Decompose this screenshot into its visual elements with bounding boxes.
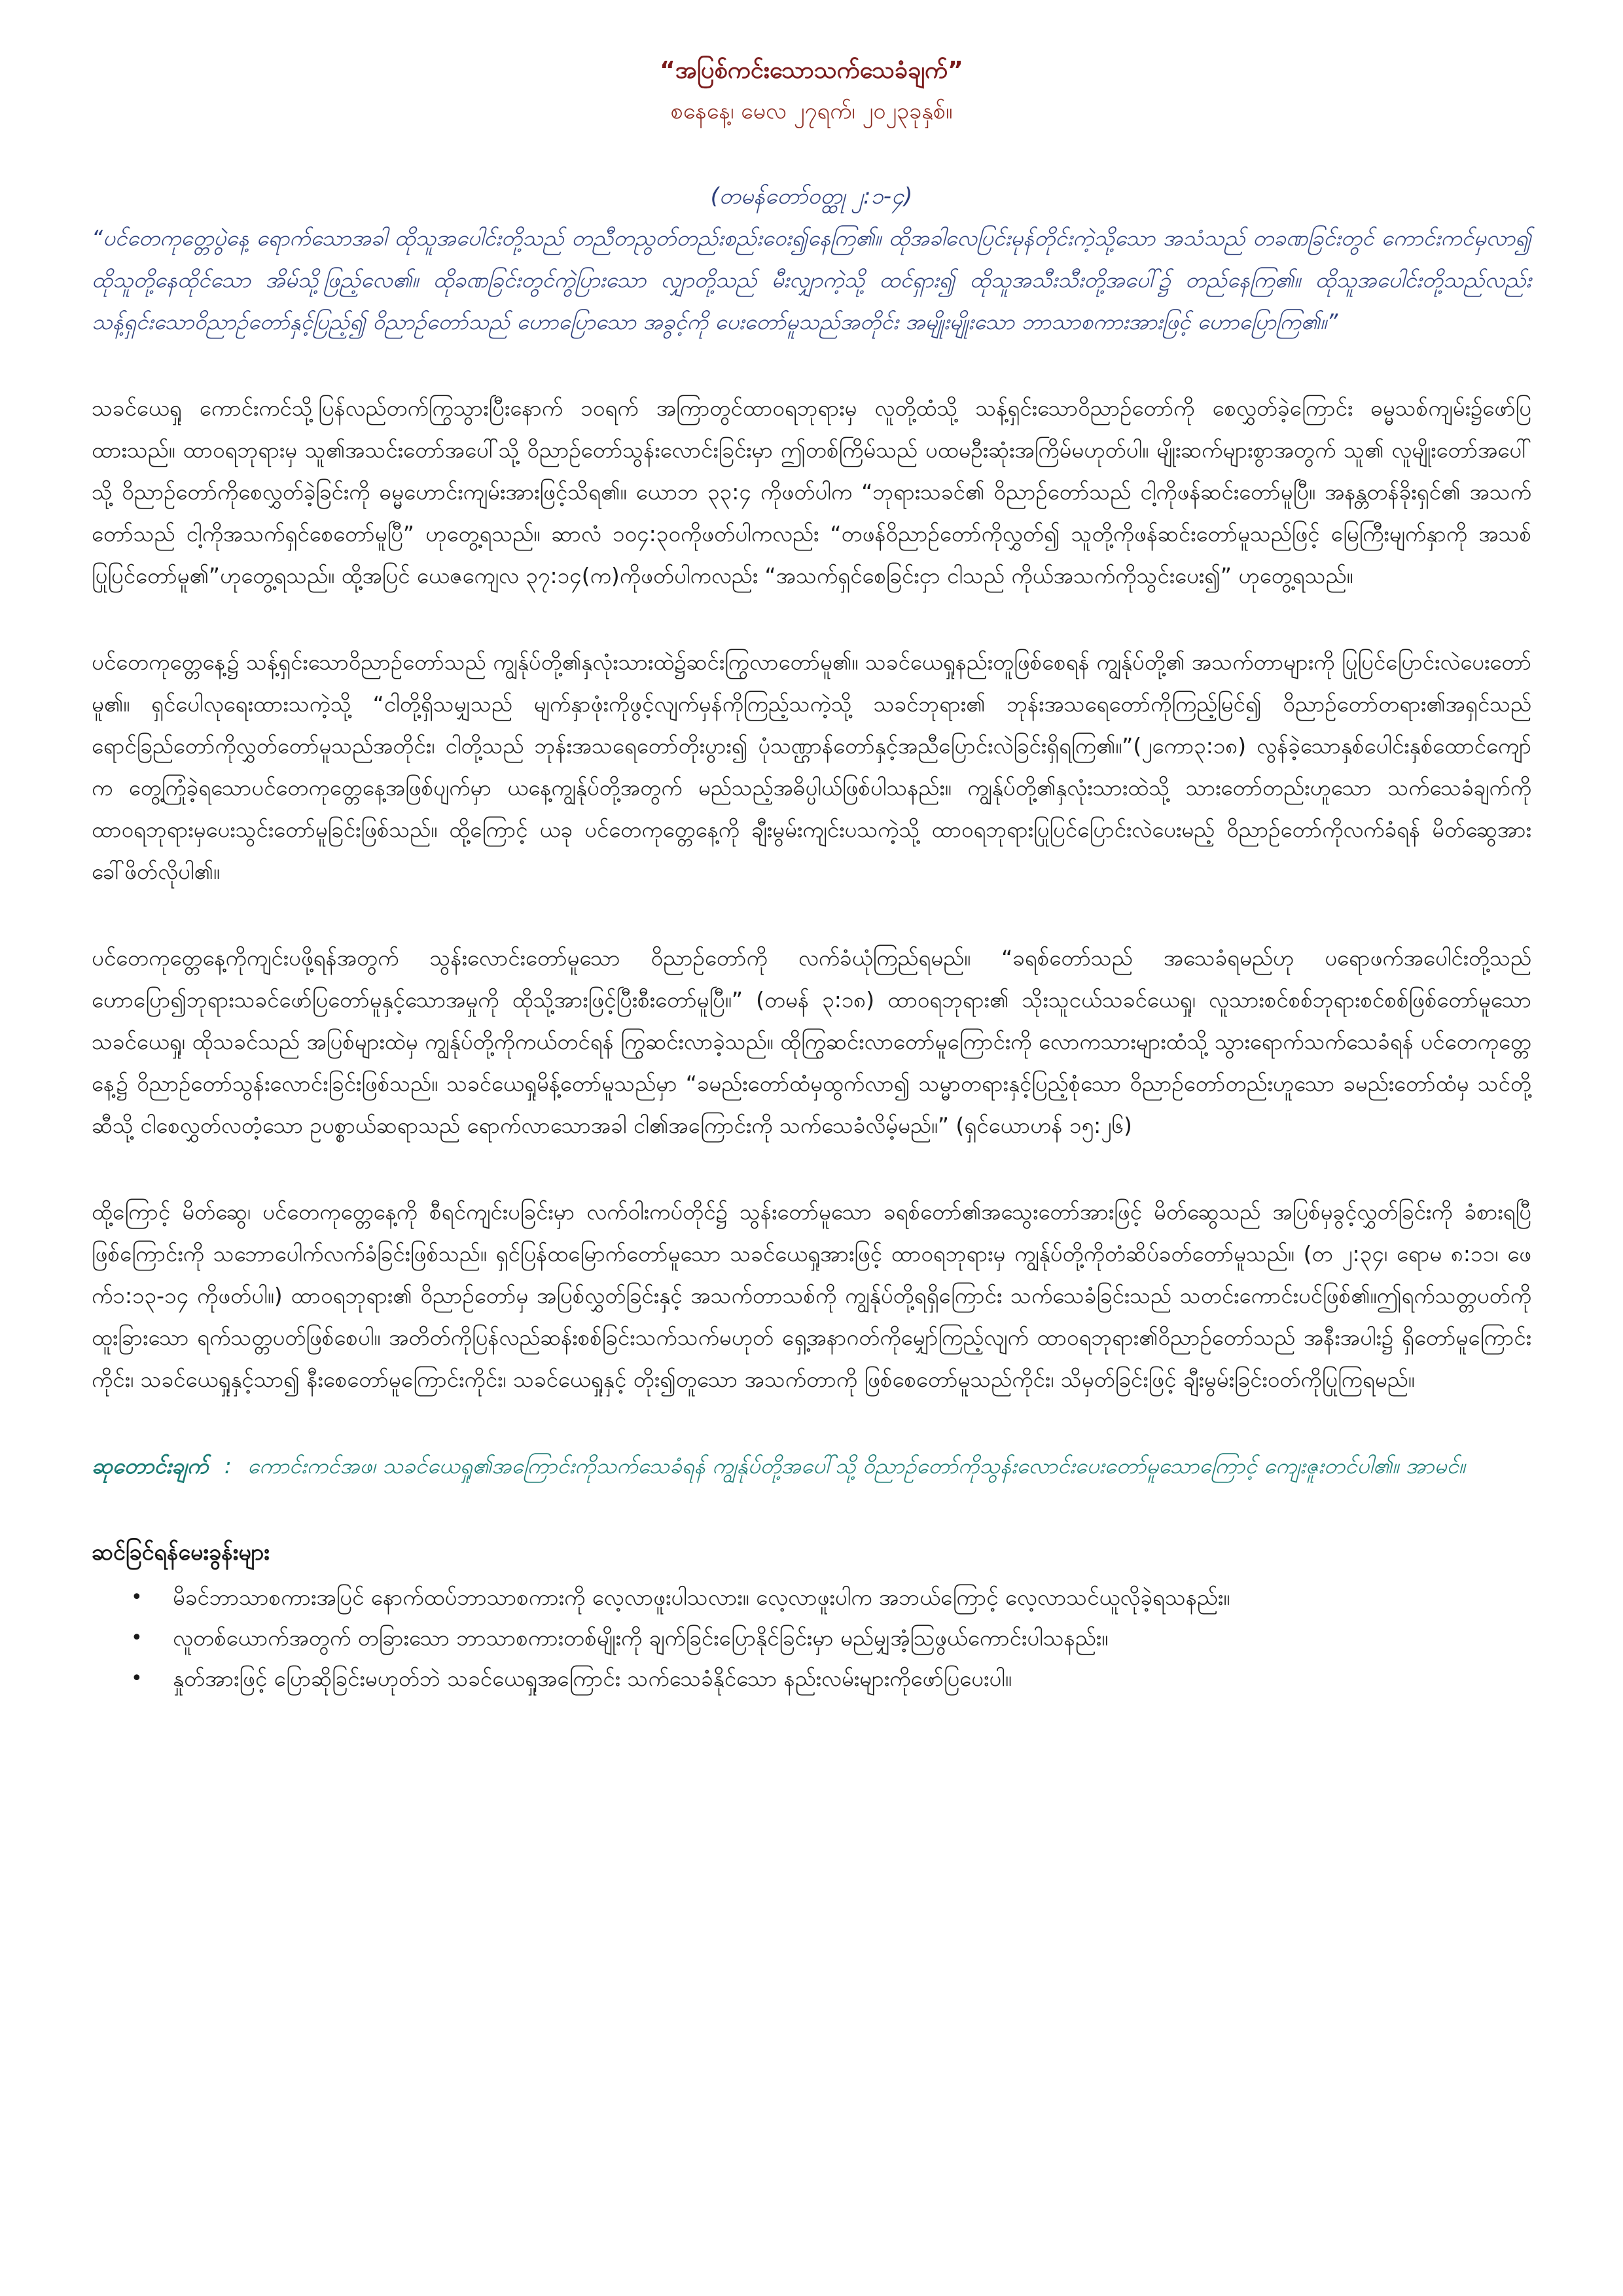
- list-item: [131, 1618, 1531, 1659]
- devotional-page: [92, 39, 1531, 1699]
- page-date: စနေနေ့၊ မေလ ၂၇ရက်၊ ၂၀၂၃ခုနှစ်။: [670, 98, 953, 124]
- scripture-reference: (တမန်တော်ဝတ္ထု ၂:၁-၄): [710, 183, 913, 209]
- body-paragraph-2: ပင်တေကုတ္တေနေ့၌ သန့်ရှင်းသောဝိညာဉ်တော်သည် ကျွန်ုပ်တို့၏နှလုံးသားထဲ၌ဆင်းကြွလာတော်မူ၏။ သခင်ယေရှုနည်းတူဖြစ်စေရန် ကျွန်ုပ်တို့၏ အသက်တာများကို ပြုပြင်ပြောင်းလဲပေးတော်မူ၏။ ရှင်ပေါလုရေးထားသကဲ့သို့ “ငါတို့ရှိသမျှသည် မျက်နှာဖုံးကိုဖွင့်လျက်မှန်ကိုကြည့်သကဲ့သို့ သခင်ဘုရား၏ ဘုန်းအသရေတော်ကိုကြည့်မြင်၍ ဝိညာဉ်တော်တရား၏အရှင်သည် ရောင်ခြည်တော်ကိုလွှတ်တော်မူသည်အတိုင်း၊ ငါတို့သည် ဘုန်းအသရေတော်တိုးပွား၍ ပုံသဏ္ဌာန်တော်နှင့်အညီပြောင်းလဲခြင်းရှိရကြ၏။”(၂ကော၃:၁၈) လွန်ခဲ့သောနှစ်ပေါင်းနှစ်ထောင်ကျော်က တွေ့ကြုံခဲ့ရသောပင်တေကုတ္တေနေ့အဖြစ်ပျက်မှာ ယနေ့ကျွန်ုပ်တို့အတွက် မည်သည့်အဓိပ္ပါယ်ဖြစ်ပါသနည်း။ ကျွန်ုပ်တို့၏နှလုံးသားထဲသို့ သားတော်တည်းဟူသော သက်သေခံချက်ကို ထာဝရဘုရားမှပေးသွင်းတော်မူခြင်းဖြစ်သည်။ ထို့ကြောင့် ယခု ပင်တေကုတ္တေနေ့ကို ချီးမွမ်းကျင်းပသကဲ့သို့ ထာဝရဘုရားပြုပြင်ပြောင်းလဲပေးမည့် ဝိညာဉ်တော်ကိုလက်ခံရန် မိတ်ဆွေအား ခေါ်ဖိတ်လိုပါ၏။: [92, 649, 1531, 884]
- body-paragraph-4: ထို့ကြောင့် မိတ်ဆွေ၊ ပင်တေကုတ္တေနေ့ကို စီရင်ကျင်းပခြင်းမှာ လက်ဝါးကပ်တိုင်၌ သွန်းတော်မူသော ခရစ်တော်၏အသွေးတော်အားဖြင့် မိတ်ဆွေသည် အပြစ်မှခွင့်လွှတ်ခြင်းကို ခံစားရပြီဖြစ်ကြောင်းကို သဘောပေါက်လက်ခံခြင်းဖြစ်သည်။ ရှင်ပြန်ထမြောက်တော်မူသော သခင်ယေရှုအားဖြင့် ထာဝရဘုရားမှ ကျွန်ုပ်တို့ကိုတံဆိပ်ခတ်တော်မူသည်။ (တ ၂:၃၄၊ ရောမ ၈:၁၁၊ ဖေက်၁:၁၃-၁၄ ကိုဖတ်ပါ။) ထာဝရဘုရား၏ ဝိညာဉ်တော်မှ အပြစ်လွှတ်ခြင်းနှင့် အသက်တာသစ်ကို ကျွန်ုပ်တို့ရရှိကြောင်း သက်သေခံခြင်းသည် သတင်းကောင်းပင်ဖြစ်၏။ဤရက်သတ္တပတ်ကို ထူးခြားသော ရက်သတ္တပတ်ဖြစ်စေပါ။ အတိတ်ကိုပြန်လည်ဆန်းစစ်ခြင်းသက်သက်မဟုတ် ရှေ့အနာဂတ်ကိုမျှော်ကြည့်လျက် ထာဝရဘုရား၏ဝိညာဉ်တော်သည် အနီးအပါး၌ ရှိတော်မူကြောင်းကိုင်း၊ သခင်ယေရှုနှင့်သာ၍ နီးစေတော်မူကြောင်းကိုင်း၊ သခင်ယေရှုနှင့် တိုး၍တူသော အသက်တာကို ဖြစ်စေတော်မူသည်ကိုင်း၊ သိမှတ်ခြင်းဖြင့် ချီးမွမ်းခြင်းဝတ်ကိုပြုကြရမည်။: [92, 1199, 1531, 1392]
- body-paragraph-1: သခင်ယေရှု ကောင်းကင်သို့ပြန်လည်တက်ကြွသွားပြီးနောက် ၁၀ရက် အကြာတွင်ထာဝရဘုရားမှ လူတို့ထံသို့ သန့်ရှင်းသောဝိညာဉ်တော်ကို စေလွှတ်ခဲ့ကြောင်း ဓမ္မသစ်ကျမ်း၌ဖော်ပြထားသည်။ ထာဝရဘုရားမှ သူ၏အသင်းတော်အပေါ်သို့ ဝိညာဉ်တော်သွန်းလောင်းခြင်းမှာ ဤတစ်ကြိမ်သည် ပထမဦးဆုံးအကြိမ်မဟုတ်ပါ။ မျိုးဆက်များစွာအတွက် သူ၏ လူမျိုးတော်အပေါ်သို့ ဝိညာဉ်တော်ကိုစေလွှတ်ခဲ့ခြင်းကို ဓမ္မဟောင်းကျမ်းအားဖြင့်သိရ၏။ ယောဘ ၃၃:၄ ကိုဖတ်ပါက “ဘုရားသခင်၏ ဝိညာဉ်တော်သည် ငါ့ကိုဖန်ဆင်းတော်မူပြီ။ အနန္တတန်ခိုးရှင်၏ အသက်တော်သည် ငါ့ကိုအသက်ရှင်စေတော်မူပြီ” ဟုတွေ့ရသည်။ ဆာလံ ၁၀၄:၃၀ကိုဖတ်ပါကလည်း “တဖန်ဝိညာဉ်တော်ကိုလွှတ်၍ သူတို့ကိုဖန်ဆင်းတော်မူသည်ဖြင့် မြေကြီးမျက်နှာကို အသစ်ပြုပြင်တော်မူ၏”ဟုတွေ့ရသည်။ ထို့အပြင် ယေဇကျေလ ၃၇:၁၄(က)ကိုဖတ်ပါကလည်း “အသက်ရှင်စေခြင်းငှာ ငါသည် ကိုယ်အသက်ကိုသွင်းပေး၍” ဟုတွေ့ရသည်။: [92, 395, 1531, 588]
- question-text: မိခင်ဘာသာစကားအပြင် နောက်ထပ်ဘာသာစကားကို လေ့လာဖူးပါသလား။ လေ့လာဖူးပါက အဘယ်ကြောင့် လေ့လာသင်ယူလိုခဲ့ရသနည်း။: [173, 1585, 1230, 1610]
- list-item: [131, 1577, 1531, 1618]
- prayer-text: ကောင်းကင်အဖ၊ သခင်ယေရှု၏အကြောင်းကိုသက်သေခံရန် ကျွန်ုပ်တို့အပေါ်သို့ ဝိညာဉ်တော်ကိုသွန်းလောင်းပေးတော်မူသောကြောင့် ကျေးဇူးတင်ပါ၏။ အာမင်။: [247, 1453, 1465, 1479]
- prayer-separator: :: [224, 1453, 232, 1479]
- question-text: နှုတ်အားဖြင့် ပြောဆိုခြင်းမဟုတ်ဘဲ သခင်ယေရှုအကြောင်း သက်သေခံနိုင်သော နည်းလမ်းများကိုဖော်ပြပေးပါ။: [173, 1666, 1012, 1691]
- question-text: လူတစ်ယောက်အတွက် တခြားသော ဘာသာစကားတစ်မျိုးကို ချက်ခြင်းပြောနိုင်ခြင်းမှာ မည်မျှအံ့သြဖွယ်ကောင်းပါသနည်း။: [173, 1625, 1109, 1651]
- body-paragraph-3: ပင်တေကုတ္တေနေ့ကိုကျင်းပဖို့ရန်အတွက် သွန်းလောင်းတော်မူသော ဝိညာဉ်တော်ကို လက်ခံယုံကြည်ရမည်။ “ခရစ်တော်သည် အသေခံရမည်ဟု ပရောဖက်အပေါင်းတို့သည် ဟောပြော၍ဘုရားသခင်ဖော်ပြတော်မူနှင့်သောအမှုကို ထိုသို့အားဖြင့်ပြီးစီးတော်မူပြီ။” (တမန် ၃:၁၈) ထာဝရဘုရား၏ သိုးသူငယ်သခင်ယေရှု၊ လူသားစင်စစ်ဘုရားစင်စစ်ဖြစ်တော်မူသော သခင်ယေရှု၊ ထိုသခင်သည် အပြစ်များထဲမှ ကျွန်ုပ်တို့ကိုကယ်တင်ရန် ကြွဆင်းလာခဲ့သည်။ ထိုကြွဆင်းလာတော်မူကြောင်းကို လောကသားများထံသို့ သွားရောက်သက်သေခံရန် ပင်တေကုတ္တေနေ့၌ ဝိညာဉ်တော်သွန်းလောင်းခြင်းဖြစ်သည်။ သခင်ယေရှုမိန့်တော်မူသည်မှာ “ခမည်းတော်ထံမှထွက်လာ၍ သမ္မာတရားနှင့်ပြည့်စုံသော ဝိညာဉ်တော်တည်းဟူသော ခမည်းတော်ထံမှ သင်တို့ဆီသို့ ငါစေလွှတ်လတံ့သော ဥပစ္စာယ်ဆရာသည် ရောက်လာသောအခါ ငါ၏အကြောင်းကို သက်သေခံလိမ့်မည်။” (ရှင်ယောဟန် ၁၅:၂၆): [92, 945, 1531, 1138]
- bullet-icon: •: [131, 1626, 143, 1649]
- questions-list: [92, 1577, 1531, 1699]
- list-item: [131, 1659, 1531, 1699]
- bullet-icon: •: [131, 1667, 143, 1690]
- scripture-text: “ပင်တေကုတ္တေပွဲနေ့ ရောက်သောအခါ ထိုသူအပေါင်းတို့သည် တညီတညွတ်တည်းစည်းဝေး၍နေကြ၏။ ထိုအခါလေပြင်းမုန်တိုင်းကဲ့သို့သော အသံသည် တခဏခြင်းတွင် ကောင်းကင်မှလာ၍ ထိုသူတို့နေထိုင်သော အိမ်သို့ဖြည့်လေ၏။ ထိုခဏခြင်းတွင်ကွဲပြားသော လျှာတို့သည် မီးလျှာကဲ့သို့ ထင်ရှား၍ ထိုသူအသီးသီးတို့အပေါ်၌ တည်နေကြ၏။ ထိုသူအပေါင်းတို့သည်လည်း သန့်ရှင်းသောဝိညာဉ်တော်နှင့်ပြည့်၍ ဝိညာဉ်တော်သည် ဟောပြောသော အခွင့်ကို ပေးတော်မူသည်အတိုင်း အမျိုးမျိုးသော ဘာသာစကားအားဖြင့် ဟောပြောကြ၏။”: [92, 225, 1531, 334]
- prayer-section: [92, 1445, 1531, 1487]
- page-title: “အပြစ်ကင်းသောသက်သေခံချက်”: [660, 57, 963, 84]
- prayer-label: ဆုတောင်းချက်: [92, 1453, 209, 1479]
- bullet-icon: •: [131, 1586, 143, 1609]
- questions-heading: ဆင်ခြင်ရန်မေးခွန်းများ: [92, 1539, 270, 1566]
